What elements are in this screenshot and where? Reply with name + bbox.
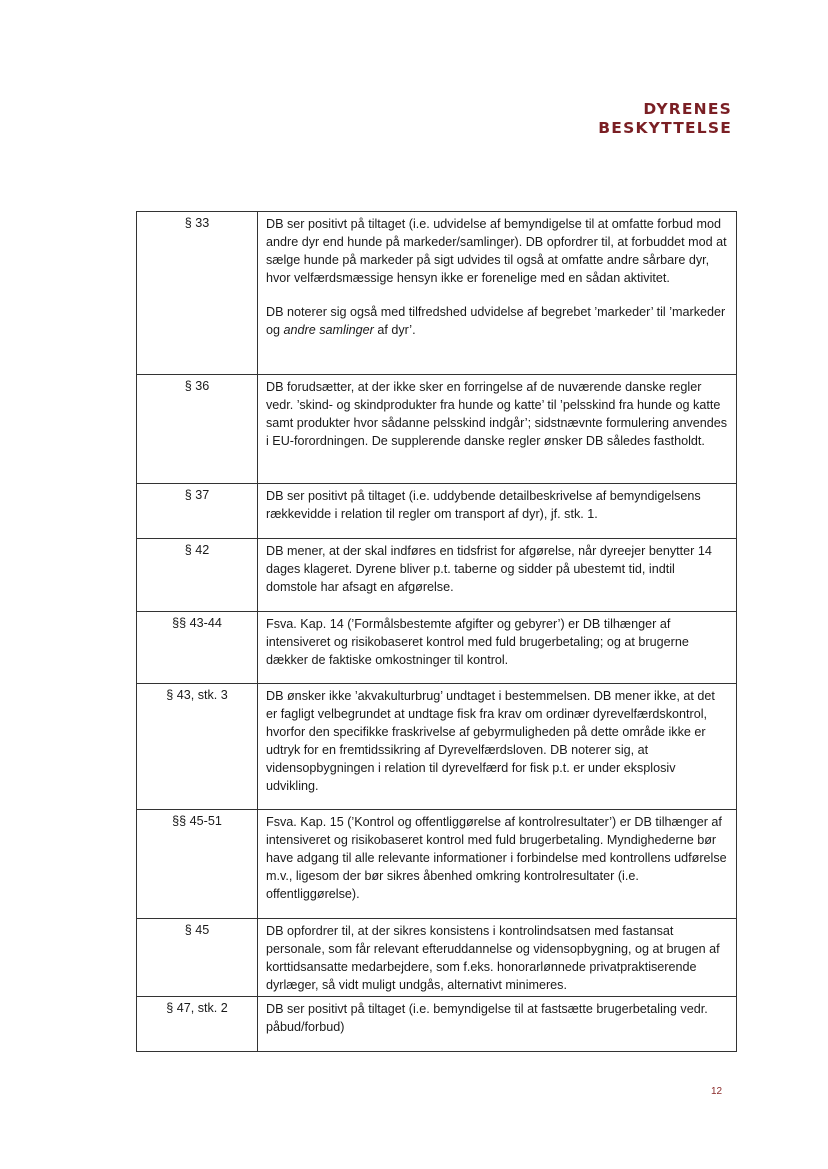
section-reference: § 43, stk. 3 bbox=[137, 684, 258, 810]
table-row bbox=[137, 919, 737, 997]
comment-cell bbox=[258, 612, 737, 684]
table-row bbox=[137, 539, 737, 612]
comment-cell bbox=[258, 539, 737, 612]
comment-cell bbox=[258, 375, 737, 484]
comment-paragraph: DB ser positivt på tiltaget (i.e. udvidelse af bemyndigelse til at omfatte forbud mod andre dyr end hunde på markeder/samlinger). DB opfordrer til, at forbuddet mod at sælge hunde på markeder på sigt udvides til også at omfatte andre sårbare dyr, hvor velfærdsmæssige hensyn ikke er forenelige med en sådan aktivitet. bbox=[266, 217, 727, 285]
section-reference: §§ 43-44 bbox=[137, 612, 258, 684]
comment-paragraph: DB opfordrer til, at der sikres konsistens i kontrolindsatsen med fastansat personale, som får relevant efteruddannelse og vidensopbygning, og at brugen af korttidsansatte medarbejdere, som f.eks. honorarlønnede privatpraktiserende dyrlæger, så vidt muligt undgås, alternativt minimeres. bbox=[266, 924, 720, 992]
comment-paragraph: DB mener, at der skal indføres en tidsfrist for afgørelse, når dyreejer benytter 14 dages klageret. Dyrene bliver p.t. taberne og sidder på ubestemt tid, indtil domstole har afsagt en afgørelse. bbox=[266, 544, 712, 594]
table-row bbox=[137, 375, 737, 484]
comment-paragraph: DB ser positivt på tiltaget (i.e. bemyndigelse til at fastsætte brugerbetaling vedr. påbud/forbud) bbox=[266, 1002, 708, 1034]
logo-line-1: DYRENES bbox=[643, 100, 732, 118]
section-reference: §§ 45-51 bbox=[137, 810, 258, 919]
organization-logo bbox=[598, 100, 732, 138]
section-reference: § 36 bbox=[137, 375, 258, 484]
comment-paragraph: DB noterer sig også med tilfredshed udvidelse af begrebet ’markeder’ til ’markeder og andre samlinger af dyr’. bbox=[266, 305, 726, 337]
table-row bbox=[137, 612, 737, 684]
comment-paragraph: Fsva. Kap. 15 (’Kontrol og offentliggørelse af kontrolresultater’) er DB tilhænger af intensiveret og risikobaseret kontrol med fuld brugerbetaling. Myndighederne bør have adgang til alle relevante informationer i forbindelse med kontrollens udførelse m.v., ligesom der bør sikres åbenhed omkring kontrolresultater (i.e. offentliggørelse). bbox=[266, 815, 727, 901]
table-row bbox=[137, 484, 737, 539]
comment-cell bbox=[258, 212, 737, 375]
section-reference: § 45 bbox=[137, 919, 258, 997]
emphasis: andre samlinger bbox=[283, 323, 374, 337]
section-reference: § 42 bbox=[137, 539, 258, 612]
comment-cell bbox=[258, 997, 737, 1052]
section-reference: § 47, stk. 2 bbox=[137, 997, 258, 1052]
section-reference: § 33 bbox=[137, 212, 258, 375]
section-reference: § 37 bbox=[137, 484, 258, 539]
table-row bbox=[137, 997, 737, 1052]
logo-line-2: BESKYTTELSE bbox=[598, 119, 732, 137]
comment-paragraph: DB forudsætter, at der ikke sker en forringelse af de nuværende danske regler vedr. ’skind- og skindprodukter fra hunde og katte’ til ’pelsskind fra hunde og katte samt produkter hvor sådanne pelsskind indgår’; sidstnævnte formulering anvendes i EU-forordningen. De supplerende danske regler ønsker DB således fastholdt. bbox=[266, 380, 728, 448]
comment-paragraph: DB ønsker ikke ’akvakulturbrug’ undtaget i bestemmelsen. DB mener ikke, at det er fagligt velbegrundet at undtage fisk fra krav om ordinær dyrevelfærdskontrol, hvorfor den specifikke fraskrivelse af gebyrmuligheden på dette område ikke er udtryk for en fremtidssikring af Dyrevelfærdsloven. DB noterer sig, at vidensopbygningen i relation til dyrevelfærd for fisk p.t. er under eksplosiv udvikling. bbox=[266, 689, 715, 793]
table-row bbox=[137, 810, 737, 919]
comment-cell bbox=[258, 484, 737, 539]
table-row bbox=[137, 684, 737, 810]
comment-cell bbox=[258, 810, 737, 919]
comment-paragraph: DB ser positivt på tiltaget (i.e. uddybende detailbeskrivelse af bemyndigelsens rækkevidde i relation til regler om transport af dyr), jf. stk. 1. bbox=[266, 489, 701, 521]
page-number: 12 bbox=[711, 1086, 723, 1097]
comment-cell bbox=[258, 919, 737, 997]
consultation-response-table bbox=[136, 211, 737, 1052]
table-row bbox=[137, 212, 737, 375]
comment-paragraph: Fsva. Kap. 14 (’Formålsbestemte afgifter og gebyrer’) er DB tilhænger af intensiveret og risikobaseret kontrol med fuld brugerbetaling; og at brugerne dækker de faktiske omkostninger til kontrol. bbox=[266, 617, 689, 667]
comment-cell bbox=[258, 684, 737, 810]
